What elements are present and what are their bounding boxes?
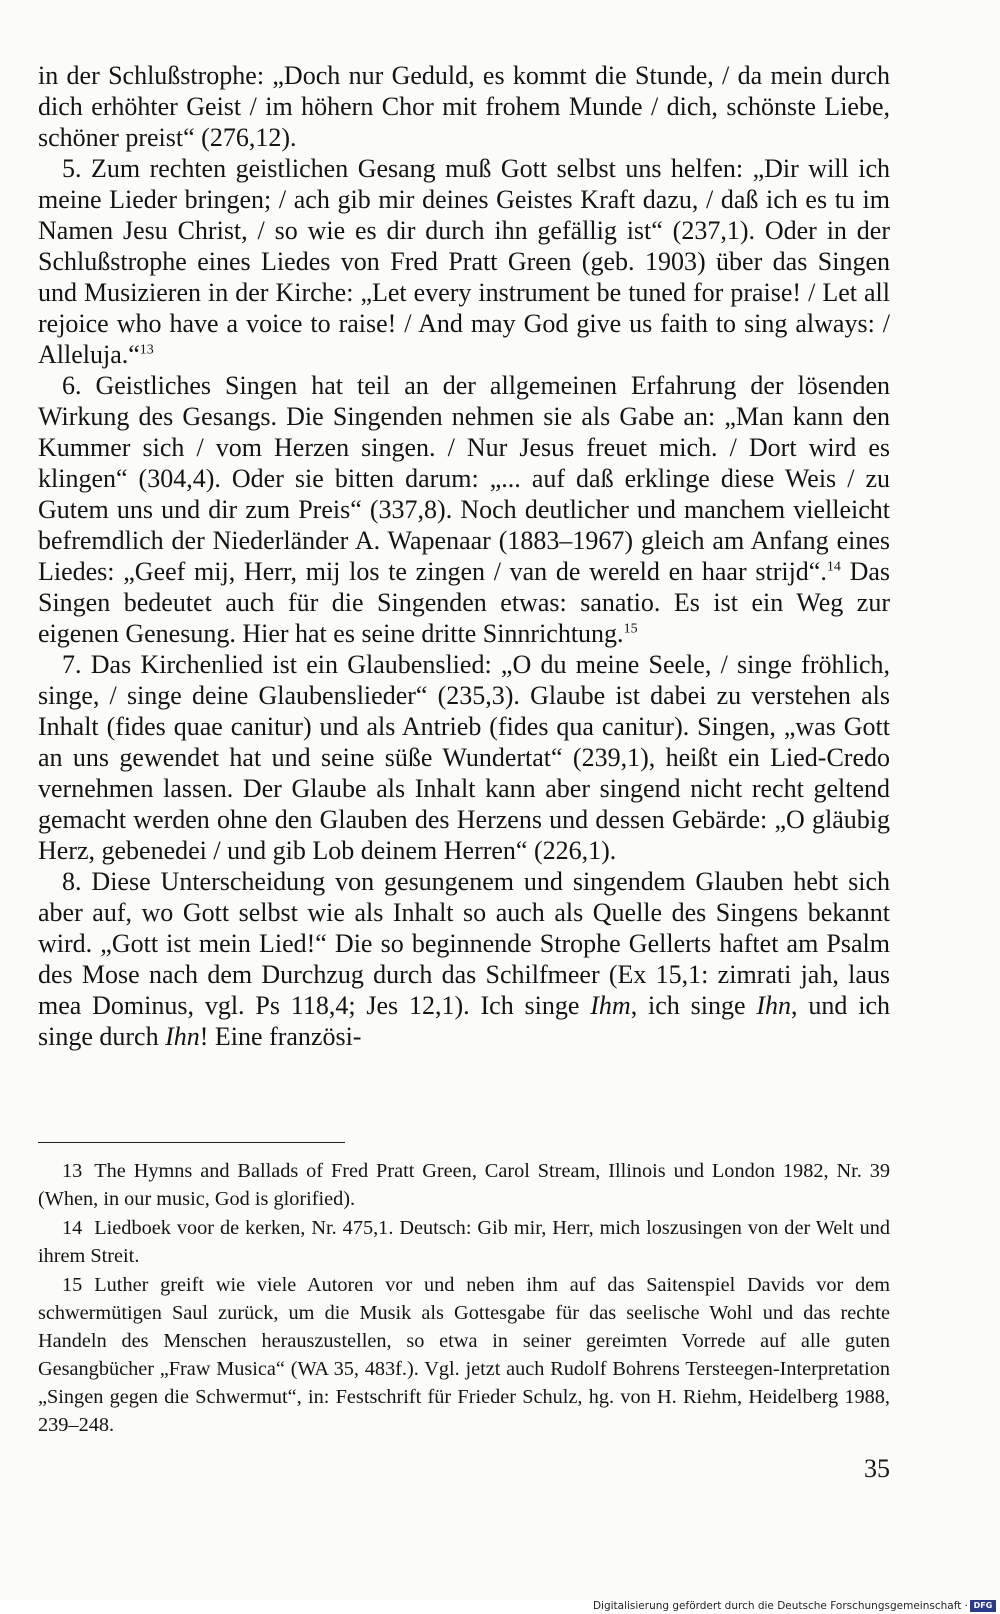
paragraph-continuation (38, 60, 890, 153)
paragraph-7 (38, 649, 890, 866)
paragraph-text: ! Eine französi- (199, 1022, 362, 1051)
paragraph-text: Das Singen bedeutet auch für die Singenden etwas: sanatio. Es ist ein Weg zur eigenen Genesung. Hier hat es seine dritte Sinnrichtung. (38, 557, 891, 648)
footnote-number: 15 (62, 1274, 83, 1296)
paragraph-text: , und ich singe durch (38, 991, 890, 1051)
main-text (38, 60, 890, 1052)
paragraph-text: 5. Zum rechten geistlichen Gesang muß Gott selbst uns helfen: „Dir will ich meine Lieder bringen; / ach gib mir deines Geistes Kraft dazu, / daß ich es tu im Namen Jesu Christ, / so wie es dir durch ihn gefällig ist“ (237,1). Oder in der Schlußstrophe eines Liedes von Fred Pratt Green (geb. 1903) über das Singen und Musizieren in der Kirche: „Let every instrument be tuned for praise! / Let all rejoice who have a voice to raise! / And may God give us faith to sing always: / Alleluja.“ (38, 154, 890, 369)
footnote-text: Luther greift wie viele Autoren vor und neben ihm auf das Saitenspiel Davids vor dem schwermütigen Saul zurück, um die Musik als Gottesgabe für das seelische Wohl und das rechte Handeln des Menschen herauszustellen, so etwa in seiner gereimten Vorrede auf alle guten Gesangbücher „Fraw Musica“ (WA 35, 483f.). Vgl. jetzt auch Rudolf Bohrens Tersteegen-Interpretation „Singen gegen die Schwermut“, in: Festschrift für Frieder Schulz, hg. von H. Riehm, Heidelberg 1988, 239–248. (38, 1274, 890, 1436)
footnotes (38, 1157, 890, 1440)
paragraph-text: 8. Diese Unterscheidung von gesungenem und singendem Glauben hebt sich aber auf, wo Gott selbst wie als Inhalt so auch als Quelle des Singens bekannt wird. „Gott ist mein Lied!“ Die so beginnende Strophe Gellerts haftet am Psalm des Mose nach dem Durchzug durch das Schilfmeer (Ex 15,1: zimrati jah, laus mea Dominus, vgl. Ps 118,4; Jes 12,1). Ich singe (38, 867, 890, 1020)
paragraph-5 (38, 153, 890, 370)
footnote-text: The Hymns and Ballads of Fred Pratt Green, Carol Stream, Illinois und London 1982, Nr. 39 (When, in our music, God is glorified). (38, 1160, 890, 1210)
footnote-14 (38, 1214, 890, 1270)
digitization-credit: Digitalisierung gefördert durch die Deutsche Forschungsgemeinschaft · (592, 1600, 968, 1612)
footnote-ref-13: 13 (139, 342, 154, 358)
paragraph-text: 7. Das Kirchenlied ist ein Glaubenslied: „O du meine Seele, / singe fröhlich, singe, / singe deine Glaubenslieder“ (235,3). Glaube ist dabei zu verstehen als Inhalt (fides quae canitur) und als Antrieb (fides qua canitur). Singen, „was Gott an uns gewendet hat und seine süße Wundertat“ (239,1), heißt ein Lied-Credo vernehmen lassen. Der Glaube als Inhalt kann aber singend nicht recht geltend gemacht werden ohne den Glauben des Herzens und dessen Gebärde: „O gläubig Herz, gebenedei / und gib Lob deinem Herren“ (226,1). (38, 650, 890, 865)
footnote-ref-14: 14 (826, 559, 841, 575)
paragraph-8 (38, 866, 890, 1052)
paragraph-text: , ich singe (630, 991, 757, 1020)
dfg-logo-icon: DFG (970, 1600, 996, 1612)
paragraph-6 (38, 370, 890, 649)
paragraph-text: 6. Geistliches Singen hat teil an der allgemeinen Erfahrung der lösenden Wirkung des Gesangs. Die Singenden nehmen sie als Gabe an: „Man kann den Kummer sich / vom Herzen singen. / Nur Jesus freuet mich. / Dort wird es klingen“ (304,4). Oder sie bitten darum: „... auf daß erklinge diese Weis / zu Gutem uns und dir zum Preis“ (337,8). Noch deutlicher und manchem vielleicht befremdlich der Niederländer A. Wapenaar (1883–1967) gleich am Anfang eines Liedes: „Geef mij, Herr, mij los te zingen / van de wereld en haar strijd“. (38, 371, 890, 586)
italic-word: Ihn (165, 1022, 200, 1051)
paragraph-text: in der Schlußstrophe: „Doch nur Geduld, es kommt die Stunde, / da mein durch dich erhöhter Geist / im höhern Chor mit frohem Munde / dich, schönste Liebe, schöner preist“ (276,12). (38, 61, 890, 152)
footnote-ref-15: 15 (623, 621, 638, 637)
footnote-separator (38, 1142, 345, 1143)
footnote-number: 14 (62, 1217, 83, 1239)
footnote-text: Liedboek voor de kerken, Nr. 475,1. Deutsch: Gib mir, Herr, mich loszusingen von der Welt und ihrem Streit. (38, 1217, 890, 1267)
italic-word: Ihm (590, 991, 631, 1020)
footnote-13 (38, 1157, 890, 1213)
italic-word: Ihn (756, 991, 792, 1020)
footnote-number: 13 (62, 1160, 83, 1182)
footnote-15 (38, 1271, 890, 1439)
page-number: 35 (864, 1454, 890, 1483)
